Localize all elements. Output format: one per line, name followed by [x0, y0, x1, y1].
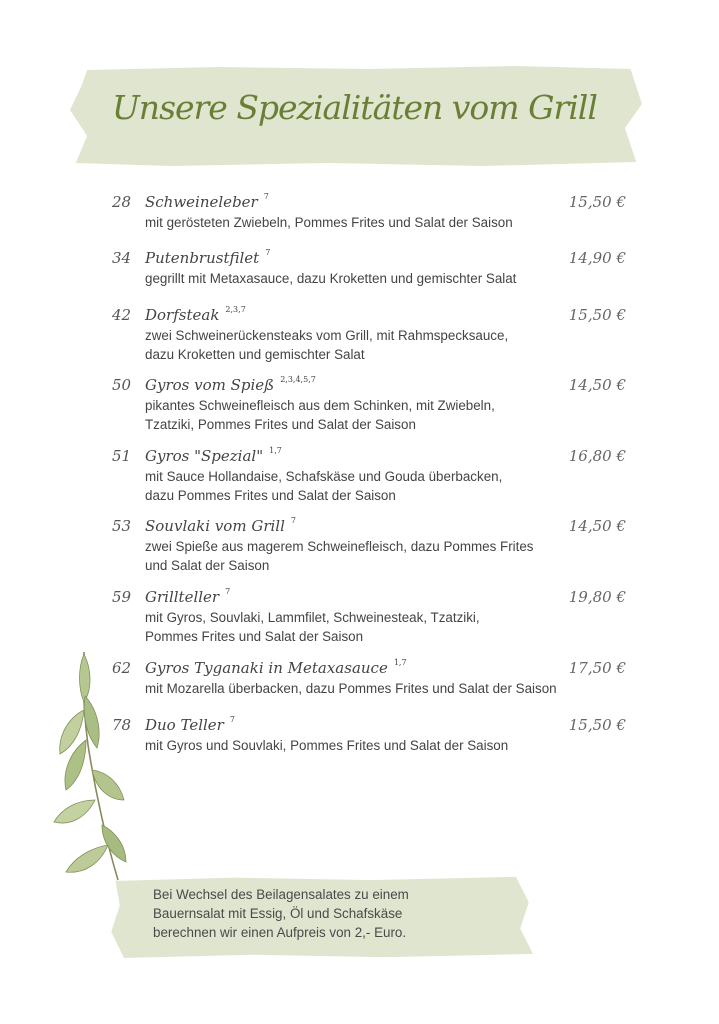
item-price: 14,50 € — [568, 376, 626, 394]
item-allergens: 2,3,4,5,7 — [280, 375, 316, 384]
item-name — [145, 517, 296, 535]
item-number: 62 — [112, 659, 132, 677]
item-description: zwei Spieße aus magerem Schweinefleisch, dazu Pommes Frites und Salat der Saison — [145, 539, 534, 573]
salad-note: Bei Wechsel des Beilagensalates zu einem Bauernsalat mit Essig, Öl und Schafskäse berechnen wir einen Aufpreis von 2,- Euro. — [153, 887, 409, 940]
item-name — [145, 447, 282, 465]
item-name — [145, 249, 270, 267]
item-name — [145, 588, 230, 606]
item-allergens: 7 — [225, 587, 231, 596]
item-name-text: Putenbrustfilet — [145, 249, 260, 267]
item-description: pikantes Schweinefleisch aus dem Schinken, mit Zwiebeln, Tzatziki, Pommes Frites und Salat der Saison — [145, 398, 495, 432]
item-name — [145, 193, 269, 211]
item-price: 15,50 € — [568, 193, 626, 211]
item-price: 16,80 € — [568, 447, 626, 465]
item-name-text: Souvlaki vom Grill — [145, 517, 285, 535]
item-description: mit Sauce Hollandaise, Schafskäse und Gouda überbacken, dazu Pommes Frites und Salat der Saison — [145, 469, 503, 503]
item-name — [145, 716, 235, 734]
item-number: 34 — [112, 249, 132, 267]
item-price: 15,50 € — [568, 716, 626, 734]
item-description: mit Gyros, Souvlaki, Lammfilet, Schweinesteak, Tzatziki, Pommes Frites und Salat der Saison — [145, 610, 480, 644]
item-allergens: 2,3,7 — [225, 305, 246, 314]
item-price: 19,80 € — [568, 588, 626, 606]
item-number: 78 — [112, 716, 132, 734]
item-name-text: Schweineleber — [145, 193, 258, 211]
item-description: zwei Schweinerückensteaks vom Grill, mit Rahmspecksauce, dazu Kroketten und gemischter Salat — [145, 328, 509, 362]
item-description: mit Mozarella überbacken, dazu Pommes Frites und Salat der Saison — [145, 681, 557, 696]
item-name — [145, 306, 246, 324]
item-price: 15,50 € — [568, 306, 626, 324]
item-number: 42 — [112, 306, 132, 324]
page-title: Unsere Spezialitäten vom Grill — [112, 88, 597, 127]
item-name-text: Gyros "Spezial" — [145, 447, 264, 465]
item-number: 51 — [112, 447, 132, 465]
item-name — [145, 376, 316, 394]
item-price: 17,50 € — [568, 659, 626, 677]
item-number: 53 — [112, 517, 132, 535]
olive-branch-icon — [40, 640, 140, 900]
item-description: gegrillt mit Metaxasauce, dazu Kroketten und gemischter Salat — [145, 271, 517, 286]
item-description: mit gerösteten Zwiebeln, Pommes Frites und Salat der Saison — [145, 215, 513, 230]
item-allergens: 7 — [263, 192, 269, 201]
item-name-text: Dorfsteak — [145, 306, 220, 324]
item-allergens: 7 — [290, 516, 296, 525]
item-name-text: Duo Teller — [145, 716, 224, 734]
item-name-text: Gyros vom Spieß — [145, 376, 275, 394]
item-price: 14,50 € — [568, 517, 626, 535]
item-number: 59 — [112, 588, 132, 606]
item-name — [145, 659, 407, 677]
item-price: 14,90 € — [568, 249, 626, 267]
item-allergens: 1,7 — [393, 658, 407, 667]
item-allergens: 1,7 — [269, 446, 282, 455]
item-name-text: Gyros Tyganaki in Metaxasauce — [145, 659, 388, 677]
item-number: 50 — [112, 376, 132, 394]
item-name-text: Grillteller — [145, 588, 220, 606]
item-description: mit Gyros und Souvlaki, Pommes Frites und Salat der Saison — [145, 738, 509, 753]
item-allergens: 7 — [265, 248, 271, 257]
item-number: 28 — [112, 193, 132, 211]
item-allergens: 7 — [229, 715, 235, 724]
